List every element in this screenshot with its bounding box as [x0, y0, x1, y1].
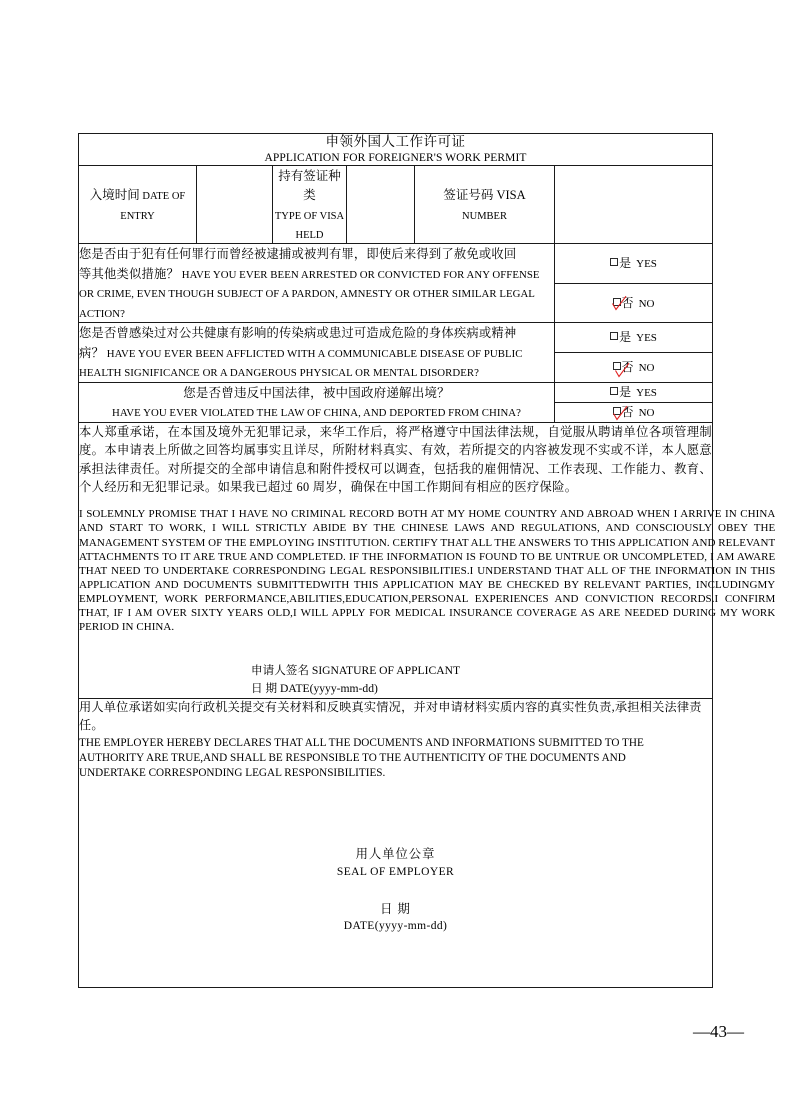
employer-declaration-row	[79, 699, 713, 988]
checkbox-box-icon	[610, 332, 618, 340]
applicant-signature-label: 申请人签名 SIGNATURE OF APPLICANT	[251, 664, 461, 678]
question-row-deported-yes	[79, 382, 713, 402]
label-date-of-entry-cn: 入境时间	[89, 188, 140, 203]
question-row-criminal-record-yes	[79, 244, 713, 284]
question-communicable-disease-en: HAVE YOU EVER BEEN AFFLICTED WITH A COMMUNICABLE DISEASE OF PUBLIC HEALTH SIGNIFICANCE OR A DANGEROUS PHYSICAL OR MENTAL DISORDER?	[79, 347, 523, 380]
option-label-cn: 否	[621, 295, 634, 310]
applicant-declaration-en: I SOLEMNLY PROMISE THAT I HAVE NO CRIMINAL RECORD BOTH AT MY HOME COUNTRY AND ABROAD WHEN I ARRIVE IN CHINA AND START TO WORK, I WILL STRICTLY ABIDE BY THE CHINESE LAWS AND REGULATIONS, AND CONSCIOUSLY OBEY THE MANAGEMENT SYSTEM OF THE EMPLOYING INSTITUTION. CERTIFY THAT ALL THE ANSWERS TO THIS APPLICATION AND RELEVANT ATTACHMENTS TO IT ARE TRUE AND COMPLETED. IF THE INFORMATION IS FOUND TO BE UNTRUE OR UNCOMPLETED, I AM AWARE THAT NEED TO UNDERTAKE CORRESPONDING LEGAL RESPONSIBILITIES.I UNDERSTAND THAT ALL OF THE INFORMATION IN THIS APPLICATION AND DOCUMENTS SUBMITTEDWITH THIS APPLICATION MAY BE CHECKED BY RELEVANT PARTIES, INCLUDINGMY EMPLOYMENT, WORK PERFORMANCE,ABILITIES,EDUCATION,PERSONAL EXPERIENCES AND CONVICTION RECORDS.I CONFIRM THAT, IF I AM OVER SIXTY YEARS OLD,I WILL APPLY FOR MEDICAL INSURANCE COVERAGE AS ARE NEEDED DURING MY WORK PERIOD IN CHINA.	[79, 508, 776, 634]
option-label-en: YES	[636, 332, 657, 345]
option-label-cn: 否	[621, 405, 634, 420]
checkbox-box-icon	[613, 362, 621, 370]
employer-seal-block	[79, 846, 712, 935]
employer-declaration-en-line-3: UNDERTAKE CORRESPONDING LEGAL RESPONSIBILITIES.	[79, 766, 386, 779]
employer-seal-label-en: SEAL OF EMPLOYER	[336, 865, 455, 878]
question-criminal-record-en: HAVE YOU EVER BEEN ARRESTED OR CONVICTED FOR ANY OFFENSE OR CRIME, EVEN THOUGH SUBJECT OF A PARDON, AMNESTY OR OTHER SIMILAR LEGAL ACTION?	[79, 268, 540, 320]
option-label-en: NO	[638, 407, 655, 420]
label-type-of-visa-en-1: TYPE OF VISA	[274, 210, 345, 222]
employer-declaration-en-line-1: THE EMPLOYER HEREBY DECLARES THAT ALL THE DOCUMENTS AND INFORMATIONS SUBMITTED TO THE	[79, 737, 644, 750]
applicant-date-label: 日 期 DATE(yyyy-mm-dd)	[251, 682, 378, 696]
label-visa-number-en: NUMBER	[462, 210, 507, 222]
option-label-cn: 否	[621, 360, 634, 375]
checkbox-criminal-record-no[interactable]	[555, 283, 713, 323]
label-type-of-visa-cn: 持有签证种类	[278, 169, 341, 203]
title-row	[79, 134, 713, 166]
applicant-declaration-cell	[79, 422, 776, 698]
employer-declaration-en	[79, 736, 712, 780]
option-label-en: NO	[638, 362, 655, 375]
employer-seal-area	[79, 935, 712, 987]
label-date-of-entry-en-1: DATE OF	[142, 191, 186, 203]
checkbox-criminal-record-yes[interactable]	[555, 244, 713, 284]
form-title-cell	[79, 134, 713, 166]
employer-seal-label-cn: 用人单位公章	[355, 847, 436, 862]
checkbox-deported-no[interactable]	[555, 402, 713, 422]
question-criminal-record-cn-2: 等其他类似措施？	[79, 266, 179, 281]
question-criminal-record-cn-1: 您是否由于犯有任何罪行而曾经被逮捕或被判有罪，即使后来得到了赦免或收回	[79, 247, 517, 261]
employer-declaration-cell	[79, 699, 713, 988]
applicant-declaration-cn: 本人郑重承诺，在本国及境外无犯罪记录，来华工作后，将严格遵守中国法律法规，自觉服从聘请单位各项管理制度。本申请表上所做之回答均属事实且详尽，所附材料真实、有效，若所提交的内容被发现不实或不详，本人愿意承担法律责任。对所提交的全部申请信息和附件授权可以调查，包括我的雇佣情况、工作表现、工作能力、教育、个人经历和无犯罪记录。如果我已超过 60 周岁，确保在中国工作期间有相应的医疗保险。	[79, 424, 713, 494]
question-communicable-disease-cn-2: 病？	[79, 345, 104, 360]
option-label-cn: 是	[619, 330, 632, 345]
question-deported-en: HAVE YOU EVER VIOLATED THE LAW OF CHINA, AND DEPORTED FROM CHINA?	[111, 407, 521, 420]
label-date-of-entry-en-2: ENTRY	[120, 210, 155, 222]
label-visa-number-cn: 签证号码 VISA	[443, 188, 526, 203]
applicant-signature-block	[79, 662, 712, 698]
input-type-of-visa[interactable]	[347, 166, 415, 244]
label-date-of-entry	[79, 166, 197, 244]
checkbox-box-icon	[613, 407, 621, 415]
option-label-en: YES	[636, 258, 657, 271]
applicant-declaration-row	[79, 422, 713, 698]
employer-date-label-cn: 日 期	[380, 901, 411, 916]
question-text-deported	[79, 382, 555, 422]
option-label-cn: 是	[619, 256, 632, 271]
option-label-en: YES	[636, 387, 657, 400]
option-label-en: NO	[638, 297, 655, 310]
question-text-communicable-disease	[79, 323, 555, 383]
applicant-declaration-en-wrap	[79, 507, 775, 634]
label-type-of-visa-en-2: HELD	[295, 229, 324, 241]
label-visa-number	[415, 166, 555, 244]
checkbox-box-icon	[610, 387, 618, 395]
form-title-en: APPLICATION FOR FOREIGNER'S WORK PERMIT	[264, 151, 527, 164]
question-text-criminal-record	[79, 244, 555, 323]
checkbox-box-icon	[613, 298, 621, 306]
question-communicable-disease-cn-1: 您是否曾感染过对公共健康有影响的传染病或患过可造成危险的身体疾病或精神	[79, 326, 517, 341]
input-date-of-entry[interactable]	[197, 166, 273, 244]
checkbox-communicable-disease-no[interactable]	[555, 352, 713, 382]
checkbox-box-icon	[610, 258, 618, 266]
input-visa-number[interactable]	[555, 166, 713, 244]
label-type-of-visa	[273, 166, 347, 244]
work-permit-form-table	[78, 133, 776, 988]
form-title-cn: 申领外国人工作许可证	[325, 134, 466, 149]
checkbox-communicable-disease-yes[interactable]	[555, 323, 713, 353]
question-deported-cn: 您是否曾违反中国法律，被中国政府递解出境？	[183, 385, 450, 400]
seal-spacer	[79, 881, 712, 901]
page-number: —43—	[693, 1022, 744, 1041]
option-label-cn: 是	[619, 385, 632, 400]
checkbox-deported-yes[interactable]	[555, 382, 713, 402]
employer-declaration-en-line-2: AUTHORITY ARE TRUE,AND SHALL BE RESPONSIBLE TO THE AUTHENTICITY OF THE DOCUMENTS AND	[79, 751, 626, 764]
employer-declaration-cn: 用人单位承诺如实向行政机关提交有关材料和反映真实情况，并对申请材料实质内容的真实性负责,承担相关法律责任。	[79, 700, 702, 732]
employer-date-label-en: DATE(yyyy-mm-dd)	[343, 920, 448, 933]
header-fields-row	[79, 166, 713, 244]
question-row-communicable-disease-yes	[79, 323, 713, 353]
